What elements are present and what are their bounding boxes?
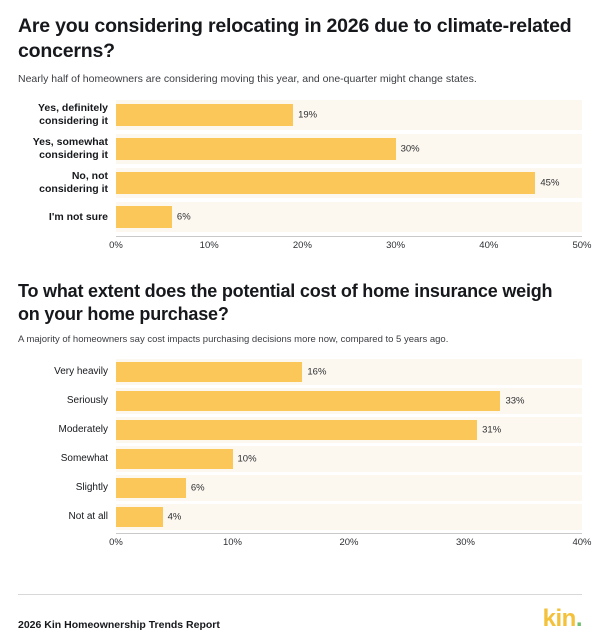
bar-value-label: 31% — [482, 424, 502, 436]
bar-track — [116, 417, 582, 443]
axis-tick-label: 10% — [222, 536, 243, 548]
bar-value-label: 33% — [505, 395, 525, 407]
bar-track — [116, 475, 582, 501]
axis-tick-label: 20% — [339, 536, 359, 548]
chart-section-relocating — [18, 14, 592, 258]
bar-value-label: 6% — [176, 211, 191, 223]
axis-tick-label: 40% — [572, 536, 592, 548]
bar-row — [18, 446, 582, 472]
bar-fill — [116, 507, 163, 527]
bar-category-label: Yes, definitely considering it — [37, 102, 108, 128]
bar-category-label: Yes, somewhat considering it — [32, 136, 108, 162]
bar-fill — [116, 104, 293, 126]
bar-fill — [116, 206, 172, 228]
axis-tick-label: 30% — [455, 536, 476, 548]
bar-value-label: 16% — [307, 366, 327, 378]
chart-section-insurance-cost — [18, 280, 592, 555]
bar-fill — [116, 420, 477, 440]
bar-row — [18, 134, 582, 164]
axis-tick-label: 20% — [292, 240, 312, 252]
bar-fill — [116, 449, 233, 469]
logo-text: kin — [542, 605, 576, 632]
bar-category-label: Seriously — [66, 394, 108, 406]
bar-value-label: 19% — [298, 109, 318, 121]
chart-subtitle-2: A majority of homeowners say cost impacts purchasing decisions more now, compared to 5 years ago. — [18, 334, 449, 346]
bar-row — [18, 504, 582, 530]
chart-subtitle-1: Nearly half of homeowners are considering moving this year, and one-quarter might change states. — [18, 72, 477, 85]
bar-row — [18, 100, 582, 130]
axis-tick-label: 30% — [386, 240, 406, 252]
bar-track — [116, 202, 582, 232]
bar-fill — [116, 138, 396, 160]
bar-row — [18, 417, 582, 443]
bar-row — [18, 388, 582, 414]
bar-row — [18, 359, 582, 385]
axis-line — [116, 533, 582, 534]
bar-fill — [116, 172, 535, 194]
bar-category-label: Moderately — [58, 423, 108, 435]
x-axis-2 — [109, 533, 592, 555]
bar-track — [116, 359, 582, 385]
bar-value-label: 4% — [167, 511, 182, 523]
bar-track — [116, 168, 582, 198]
bar-row — [18, 475, 582, 501]
axis-tick-label: 40% — [479, 240, 499, 252]
x-axis-1 — [109, 236, 592, 258]
report-label: 2026 Kin Homeownership Trends Report — [18, 619, 220, 631]
chart-title-2: To what extent does the potential cost of home insurance weigh on your home purchase? — [18, 281, 553, 325]
axis-line — [116, 236, 582, 237]
bar-row — [18, 168, 582, 198]
bar-track — [116, 446, 582, 472]
bar-fill — [116, 478, 186, 498]
bar-category-label: Not at all — [68, 510, 108, 522]
bar-fill — [116, 362, 302, 382]
bar-category-label: Slightly — [75, 481, 108, 493]
axis-tick-label: 0% — [109, 240, 123, 252]
footer-divider — [18, 594, 582, 595]
bar-chart-relocating — [18, 100, 592, 258]
bar-track — [116, 100, 582, 130]
bar-chart-insurance-cost — [18, 359, 592, 555]
footer — [18, 607, 582, 631]
kin-logo — [543, 607, 582, 631]
bar-value-label: 10% — [237, 453, 257, 465]
bar-value-label: 30% — [400, 143, 420, 155]
axis-tick-label: 0% — [109, 536, 123, 548]
bar-category-label: I'm not sure — [48, 210, 108, 223]
axis-tick-label: 10% — [199, 240, 219, 252]
bar-category-label: Somewhat — [60, 452, 108, 464]
bar-row — [18, 202, 582, 232]
bar-fill — [116, 391, 500, 411]
bar-rows-2 — [18, 359, 582, 530]
bar-category-label: Very heavily — [54, 365, 108, 377]
chart-title-1: Are you considering relocating in 2026 due to climate-related concerns? — [18, 15, 572, 62]
bar-category-label: No, not considering it — [39, 170, 108, 196]
bar-value-label: 45% — [540, 177, 560, 189]
bar-value-label: 6% — [190, 482, 205, 494]
bar-track — [116, 504, 582, 530]
bar-rows-1 — [18, 100, 582, 232]
bar-track — [116, 134, 582, 164]
logo-dot: . — [575, 605, 582, 632]
bar-track — [116, 388, 582, 414]
axis-tick-label: 50% — [572, 240, 592, 252]
